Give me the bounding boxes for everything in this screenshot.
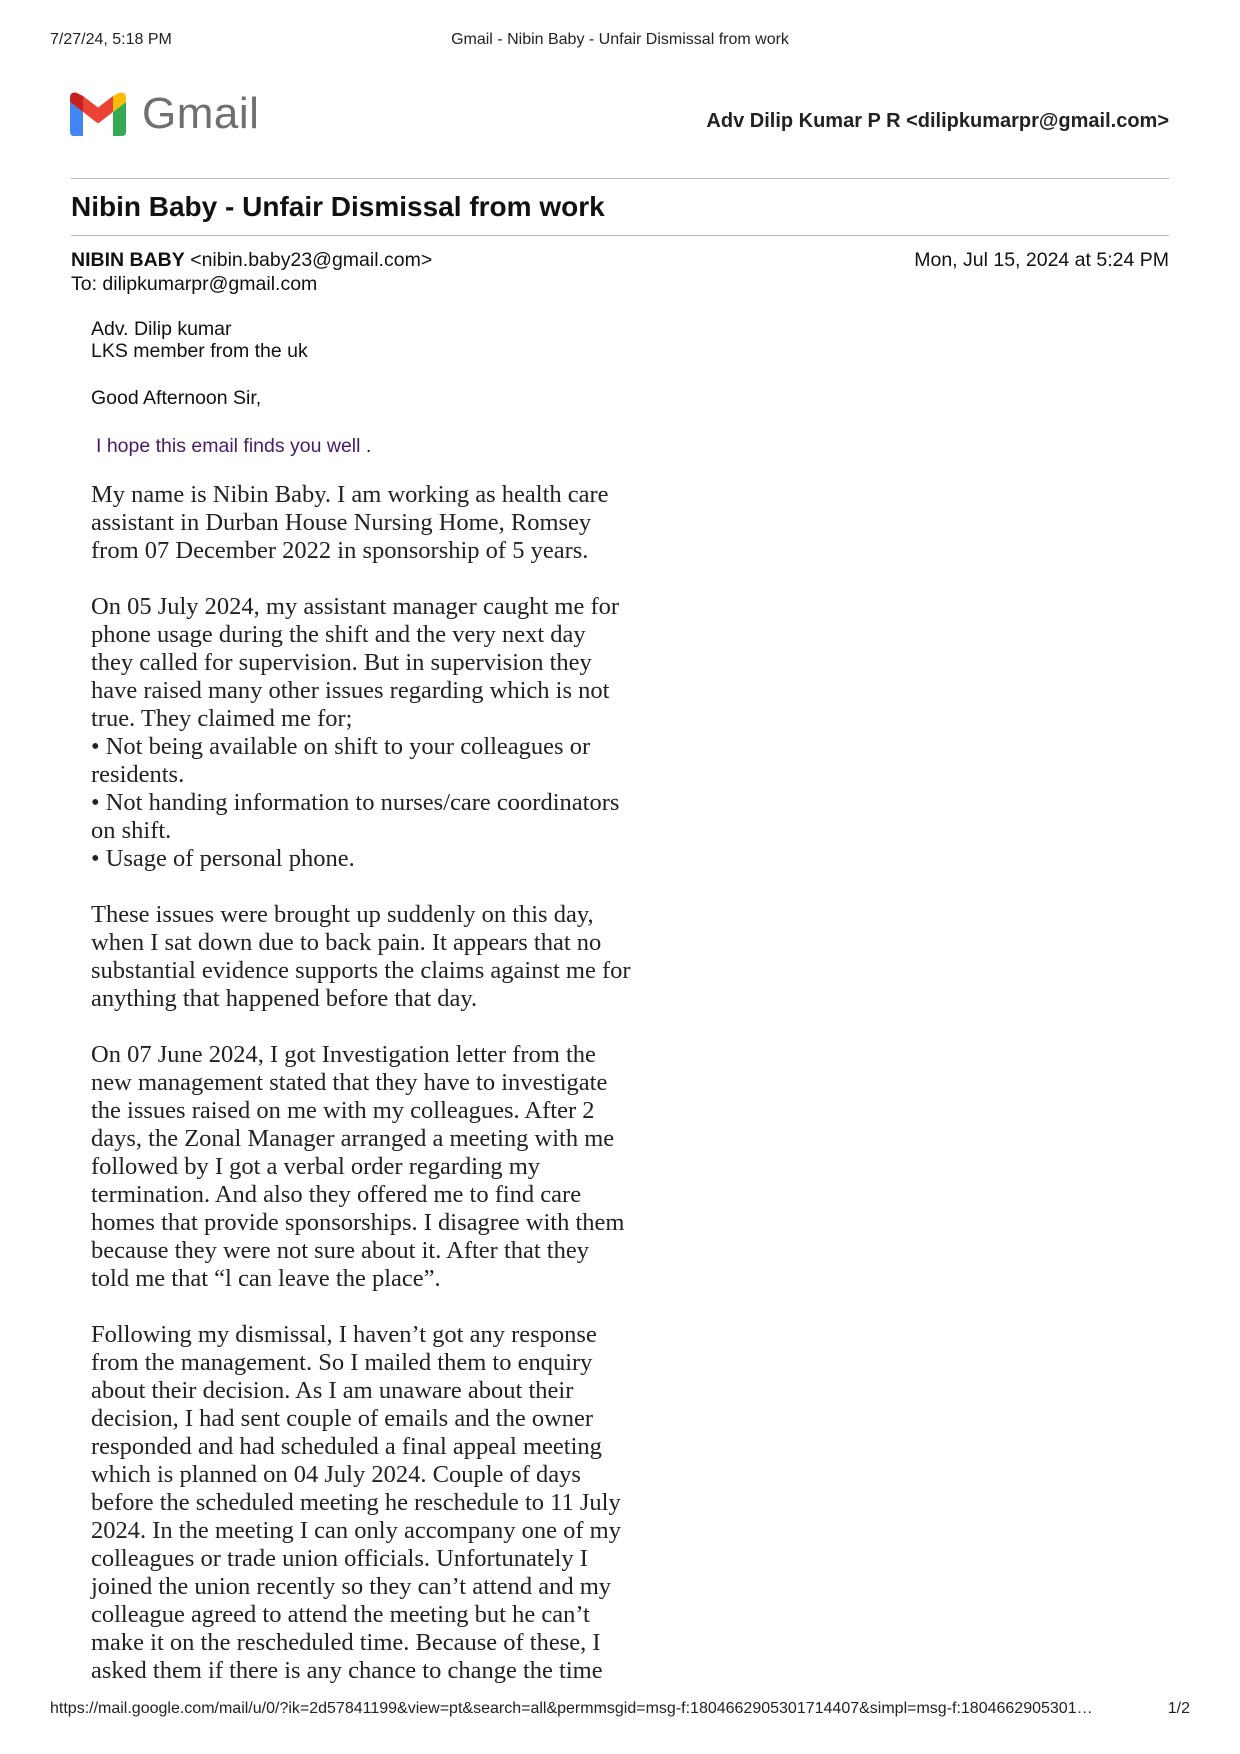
print-url: https://mail.google.com/mail/u/0/?ik=2d57841199&view=pt&search=all&permmsgid=msg-f:1804662905301714407&simpl=msg-f:1804662905301… [50, 1700, 1093, 1717]
body-line: colleagues or trade union officials. Unfortunately I [91, 1545, 588, 1572]
page-number: 1/2 [1167, 1700, 1190, 1717]
body-line: homes that provide sponsorships. I disagree with them [91, 1209, 625, 1236]
print-datetime: 7/27/24, 5:18 PM [50, 31, 172, 48]
sender-address: <nibin.baby23@gmail.com> [190, 249, 433, 271]
addressee-line: Adv. Dilip kumar [91, 318, 232, 340]
body-line: about their decision. As I am unaware about their [91, 1377, 574, 1404]
body-line: colleague agreed to attend the meeting but he can’t [91, 1601, 590, 1628]
body-line: anything that happened before that day. [91, 985, 478, 1012]
gmail-wordmark: Gmail [142, 89, 260, 138]
body-line: joined the union recently so they can’t attend and my [91, 1573, 612, 1600]
body-line: 2024. In the meeting I can only accompany one of my [91, 1517, 621, 1544]
body-line: My name is Nibin Baby. I am working as health care [91, 481, 609, 508]
opening-text: I hope this email finds you well [96, 435, 361, 457]
body-line: These issues were brought up suddenly on this day, [91, 901, 594, 928]
body-line: followed by I got a verbal order regarding my [91, 1153, 541, 1180]
body-line: termination. And also they offered me to find care [91, 1181, 582, 1208]
gmail-logo [70, 89, 260, 138]
salutation: Good Afternoon Sir, [91, 387, 262, 409]
body-line: which is planned on 04 July 2024. Couple of days [91, 1461, 581, 1488]
body-line: assistant in Durban House Nursing Home, Romsey [91, 509, 592, 536]
body-line: new management stated that they have to investigate [91, 1069, 608, 1096]
addressee-line: LKS member from the uk [91, 340, 308, 362]
divider-top [71, 178, 1169, 179]
body-line: Following my dismissal, I haven’t got any response [91, 1321, 597, 1348]
body-line: the issues raised on me with my colleagues. After 2 [91, 1097, 595, 1124]
body-line: true. They claimed me for; [91, 705, 353, 732]
email-subject: Nibin Baby - Unfair Dismissal from work [71, 191, 605, 222]
opening-period: . [365, 435, 372, 457]
body-line: on shift. [91, 817, 172, 844]
body-line: residents. [91, 761, 185, 788]
body-line: make it on the rescheduled time. Because of these, I [91, 1629, 601, 1656]
sender-name: NIBIN BABY [71, 249, 185, 271]
recipient: To: dilipkumarpr@gmail.com [71, 273, 318, 295]
divider-subject [71, 235, 1169, 236]
print-title: Gmail - Nibin Baby - Unfair Dismissal from work [451, 31, 789, 48]
body-line: told me that “l can leave the place”. [91, 1265, 441, 1292]
body-line: from the management. So I mailed them to enquiry [91, 1349, 593, 1376]
body-line: from 07 December 2022 in sponsorship of 5 years. [91, 537, 589, 564]
sender [71, 249, 432, 272]
body-line: have raised many other issues regarding which is not [91, 677, 610, 704]
body-line: asked them if there is any chance to change the time [91, 1657, 603, 1684]
gmail-m-icon [70, 92, 126, 136]
body-line: decision, I had sent couple of emails and the owner [91, 1405, 594, 1432]
sent-date: Mon, Jul 15, 2024 at 5:24 PM [914, 249, 1169, 271]
opening-line [96, 435, 371, 458]
account-identity: Adv Dilip Kumar P R <dilipkumarpr@gmail.com> [706, 110, 1169, 132]
body-line: before the scheduled meeting he reschedule to 11 July [91, 1489, 621, 1516]
body-line: phone usage during the shift and the very next day [91, 621, 586, 648]
body-line: • Not handing information to nurses/care coordinators [91, 789, 620, 816]
body-line: substantial evidence supports the claims against me for [91, 957, 631, 984]
body-line: they called for supervision. But in supervision they [91, 649, 592, 676]
body-line: • Usage of personal phone. [91, 845, 355, 872]
body-line: On 05 July 2024, my assistant manager caught me for [91, 593, 620, 620]
body-line: On 07 June 2024, I got Investigation letter from the [91, 1041, 596, 1068]
body-line: • Not being available on shift to your colleagues or [91, 733, 591, 760]
body-line: days, the Zonal Manager arranged a meeting with me [91, 1125, 615, 1152]
body-line: when I sat down due to back pain. It appears that no [91, 929, 602, 956]
body-line: because they were not sure about it. After that they [91, 1237, 589, 1264]
body-line: responded and had scheduled a final appeal meeting [91, 1433, 602, 1460]
